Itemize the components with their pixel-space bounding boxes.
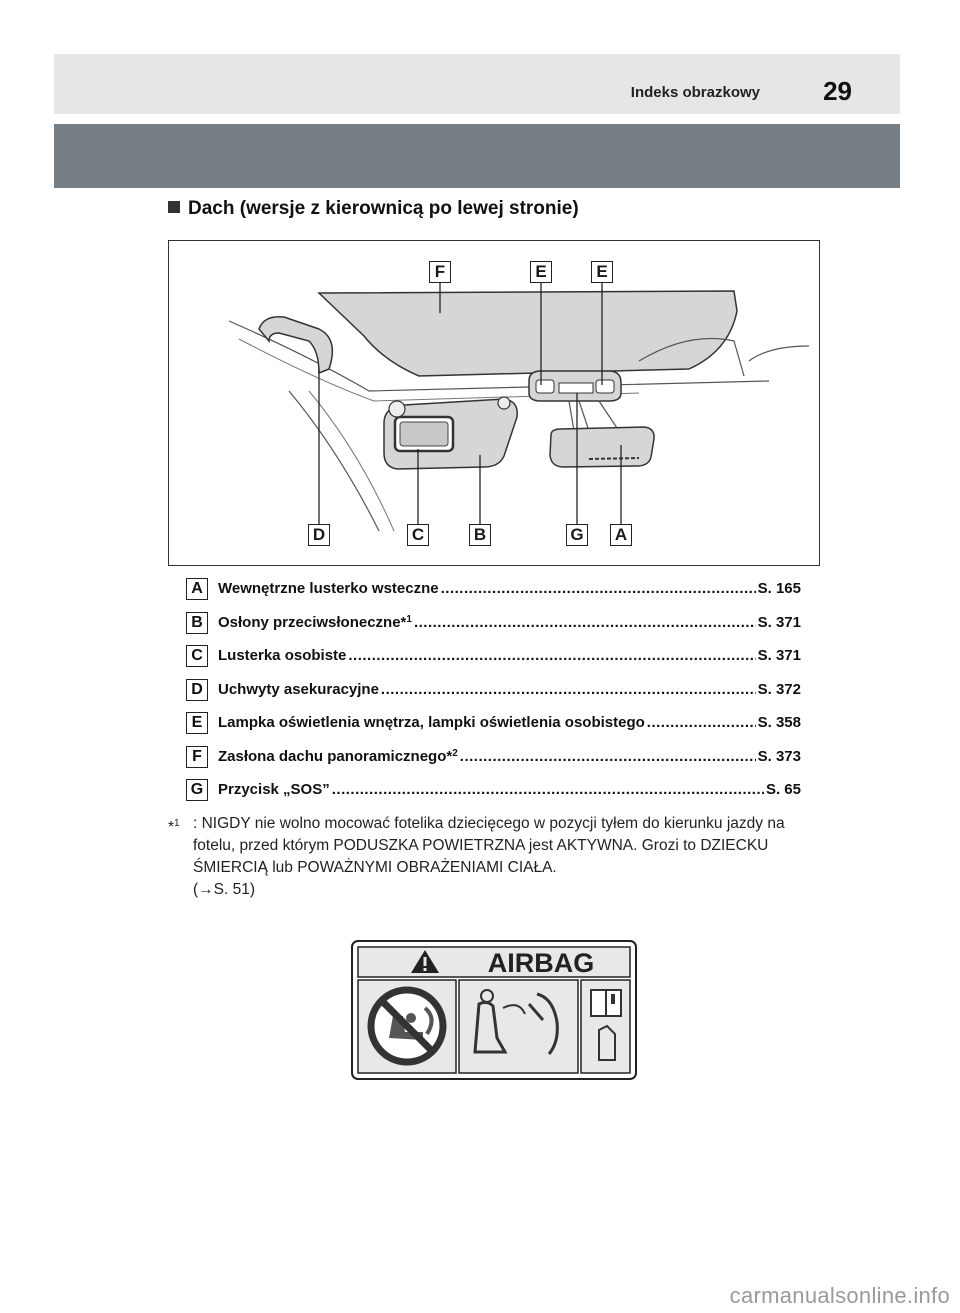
roof-drawing-icon [169,241,821,567]
square-bullet-icon [168,201,180,213]
watermark: carmanualsonline.info [729,1283,950,1308]
callout-d: D [308,524,330,546]
legend-item [186,778,801,812]
legend-key: B [186,612,208,634]
legend-key: C [186,645,208,667]
legend-key: E [186,712,208,734]
legend-key: G [186,779,208,801]
legend-item: B Osłony przeciwsłoneczne* 1 ..... S. 371 [186,611,801,645]
legend-page-link[interactable]: S. 371 [757,647,801,664]
callout-e-left: E [530,261,552,283]
legend-label: Osłony przeciwsłoneczne* [218,613,407,631]
footnote-mark: * [168,819,175,837]
airbag-warning-label [351,940,637,1080]
legend-label: Zasłona dachu panoramicznego* [218,747,453,765]
roof-illustration [168,240,820,566]
section-title: Dach (wersje z kierownicą po lewej stronie) [168,198,579,220]
footnote: *$^1$ : NIGDY nie wolno mocować fotelika dziecięcego w pozycji tyłem do kierunku jazdy na fotelu, przed którym PODUSZKA POWIETRZNA jest AKTYWNA. Grozi to DZIECKU ŚMIERCIĄ lub POWAŻNYMI OBRAŻENIAMI CIAŁA. (→S. 51) [168,813,808,901]
legend-page-link[interactable]: S. 65 [765,781,801,798]
callout-g: G [566,524,588,546]
callout-f: F [429,261,451,283]
callout-e-right: E [591,261,613,283]
legend-label: Lampka oświetlenia wnętrza, lampki oświetlenia osobistego [218,714,645,731]
airbag-label-title: AIRBAG [487,948,595,978]
legend-item [186,678,801,712]
callout-c: C [407,524,429,546]
footnote-reference-link[interactable]: (→S. 51) [193,881,256,898]
legend-page-link[interactable]: S. 373 [757,747,801,765]
legend-item [186,711,801,745]
legend-label: Przycisk „SOS” [218,781,330,798]
airbag-label-drawing-icon [353,942,635,1078]
callout-b: B [469,524,491,546]
legend-list [186,577,801,812]
page-number: 29 [823,76,852,106]
header-title: Indeks obrazkowy [630,84,760,101]
legend-key: A [186,578,208,600]
legend-item: F Zasłona dachu panoramicznego* 2 ..... S. 373 [186,745,801,779]
legend-page-link[interactable]: S. 358 [757,714,801,731]
legend-item [186,577,801,611]
legend-label: Wewnętrzne lusterko wsteczne [218,580,439,597]
page-header [54,54,900,114]
legend-label: Lusterka osobiste [218,647,347,664]
legend-page-link[interactable]: S. 371 [757,613,801,631]
legend-label: Uchwyty asekuracyjne [218,680,379,698]
legend-page-link[interactable]: S. 165 [757,580,801,597]
legend-key: F [186,746,208,768]
footnote-text: : NIGDY nie wolno mocować fotelika dziecięcego w pozycji tyłem do kierunku jazdy na fotelu, przed którym PODUSZKA POWIETRZNA jest AKTYWNA. Grozi to DZIECKU ŚMIERCIĄ lub POWAŻNYMI OBRAŻENIAMI CIAŁA. [193,815,785,876]
callout-a: A [610,524,632,546]
legend-page-link[interactable]: S. 372 [757,680,801,698]
header-band [54,124,900,188]
legend-key: D [186,679,208,701]
legend-item [186,644,801,678]
